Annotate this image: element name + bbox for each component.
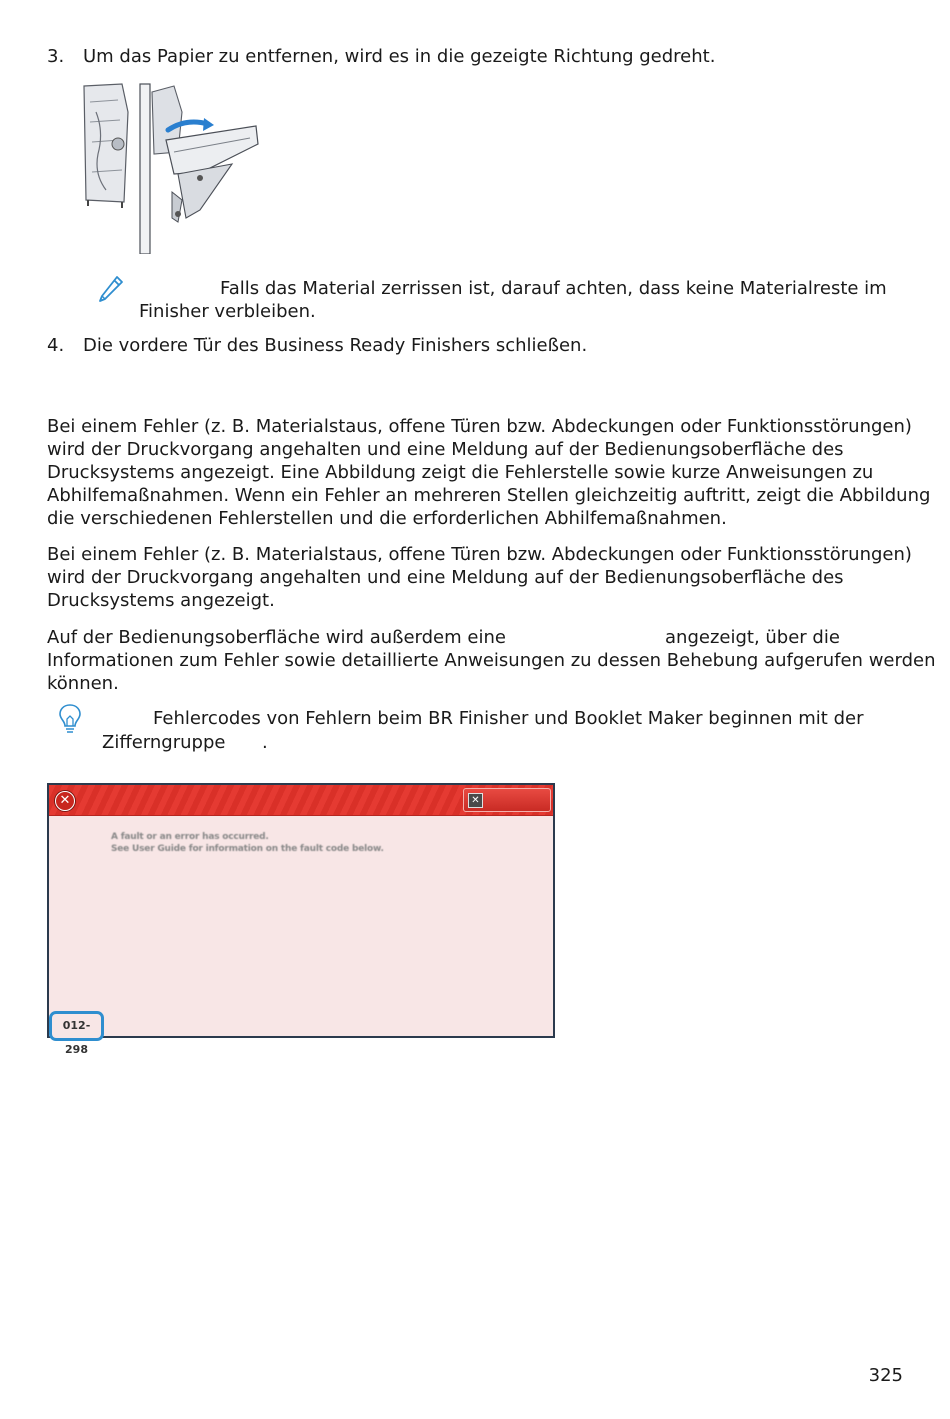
step-number: 3.: [47, 46, 65, 67]
close-icon: ✕: [468, 793, 483, 808]
paragraph-line: Bei einem Fehler (z. B. Materialstaus, offene Türen bzw. Abdeckungen oder Funktionsstörungen): [47, 416, 912, 437]
paragraph-line: wird der Druckvorgang angehalten und eine Meldung auf der Bedienungsoberfläche des: [47, 567, 844, 588]
note-text-line-1: Falls das Material zerrissen ist, darauf achten, dass keine Materialreste im: [220, 278, 887, 299]
paragraph-line: Abhilfemaßnahmen. Wenn ein Fehler an mehreren Stellen gleichzeitig auftritt, zeigt die Abbildung: [47, 485, 931, 506]
tip-text-line-2-end: .: [262, 732, 268, 753]
paragraph-line: Drucksystems angezeigt.: [47, 590, 275, 611]
lightbulb-icon: [57, 703, 83, 735]
fault-title-bar: [49, 785, 553, 816]
paragraph-line: wird der Druckvorgang angehalten und eine Meldung auf der Bedienungsoberfläche des: [47, 439, 844, 460]
pencil-icon: [97, 274, 125, 302]
page-number: 325: [868, 1365, 903, 1386]
paragraph-line: Bei einem Fehler (z. B. Materialstaus, offene Türen bzw. Abdeckungen oder Funktionsstörungen): [47, 544, 912, 565]
fault-screen: [47, 783, 555, 1056]
fault-message-line-1: A fault or an error has occurred.: [111, 832, 269, 842]
paragraph-line: die verschiedenen Fehlerstellen und die erforderlichen Abhilfemaßnahmen.: [47, 508, 727, 529]
paragraph-ui-line-1-start: Auf der Bedienungsoberfläche wird außerdem eine: [47, 627, 506, 648]
step-text: Die vordere Tür des Business Ready Finishers schließen.: [83, 335, 588, 356]
tip-text-line-1: Fehlercodes von Fehlern beim BR Finisher und Booklet Maker beginnen mit der: [153, 708, 864, 729]
paragraph-fault-message: [47, 543, 912, 612]
fault-message: [111, 831, 384, 855]
step-number: 4.: [47, 335, 65, 356]
tip-text-line-2-start: Zifferngruppe: [102, 732, 226, 753]
paragraph-line: Drucksystems angezeigt. Eine Abbildung zeigt die Fehlerstelle sowie kurze Anweisungen zu: [47, 462, 874, 483]
error-icon: ✕: [55, 791, 75, 811]
paragraph-fault-overview: [47, 415, 931, 530]
paragraph-ui-line-3: können.: [47, 673, 119, 694]
close-button[interactable]: [463, 788, 551, 812]
paragraph-ui-line-2: Informationen zum Fehler sowie detaillierte Anweisungen zu dessen Behebung aufgerufen werden: [47, 650, 936, 671]
step-text: Um das Papier zu entfernen, wird es in die gezeigte Richtung gedreht.: [83, 46, 716, 67]
fault-code[interactable]: 012-298: [49, 1011, 104, 1041]
paragraph-ui-line-1-end: angezeigt, über die: [665, 627, 840, 648]
fault-message-line-2: See User Guide for information on the fault code below.: [111, 844, 384, 854]
note-text-line-2: Finisher verbleiben.: [139, 301, 316, 322]
finisher-illustration: [82, 82, 262, 254]
